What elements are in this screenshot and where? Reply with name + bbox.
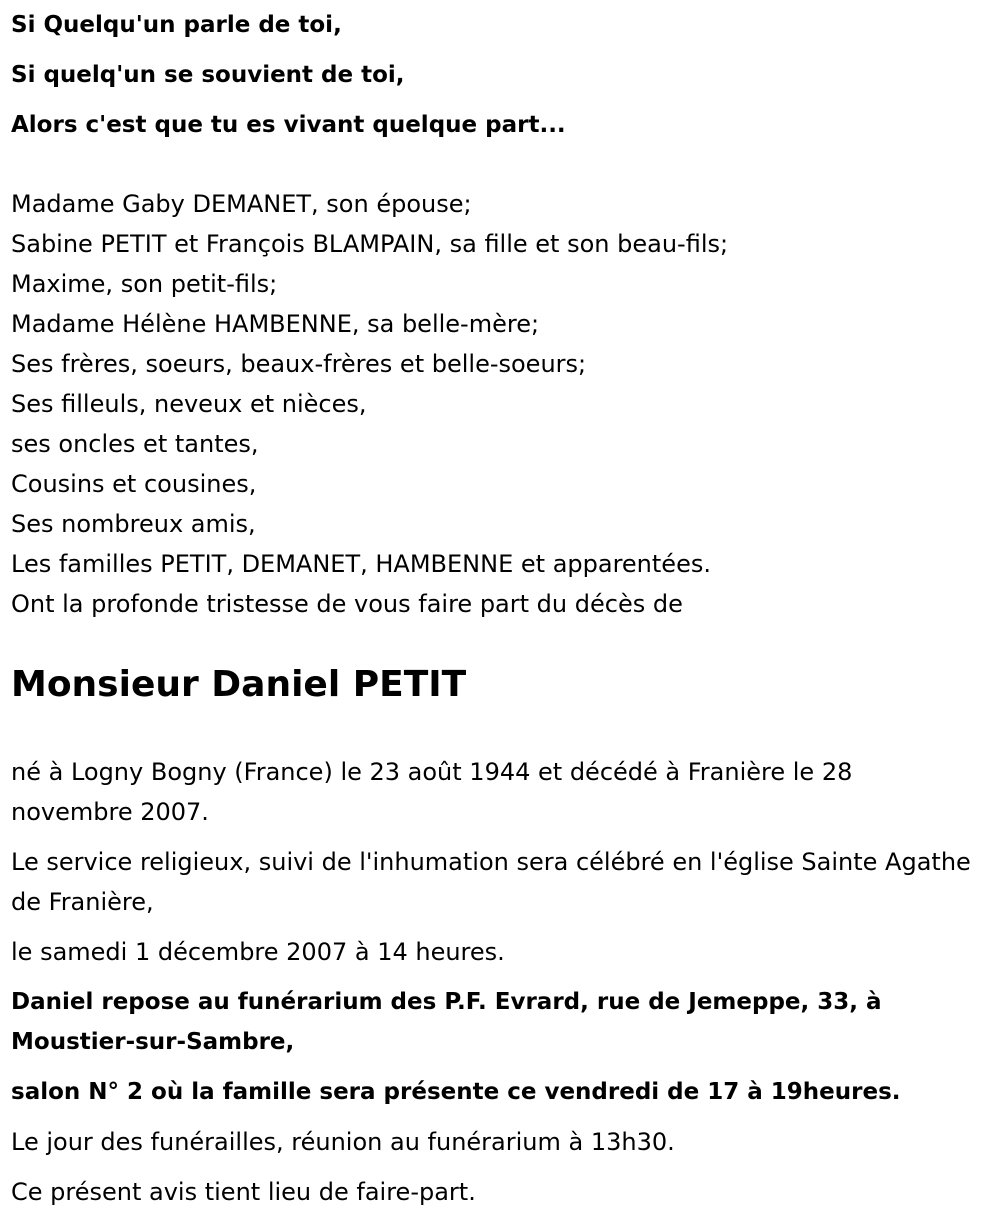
family-line: Sabine PETIT et François BLAMPAIN, sa fille et son beau-fils; <box>11 230 729 258</box>
service-date-text: le samedi 1 décembre 2007 à 14 heures. <box>11 938 505 966</box>
family-line: Ses frères, soeurs, beaux-frères et belle-soeurs; <box>11 350 587 378</box>
birth-death-text: né à Logny Bogny (France) le 23 août 1944 et décédé à Franière le 28 novembre 2007. <box>11 758 853 826</box>
poem-line-3: Alors c'est que tu es vivant quelque part... <box>11 112 566 138</box>
poem-line-1: Si Quelqu'un parle de toi, <box>11 12 342 38</box>
family-line: Madame Gaby DEMANET, son épouse; <box>11 190 472 218</box>
poem-line-2: Si quelq'un se souvient de toi, <box>11 62 405 88</box>
rest-location-text: Daniel repose au funérarium des P.F. Evrard, rue de Jemeppe, 33, à Moustier-sur-Sambre, <box>11 989 882 1055</box>
notice-text: Ce présent avis tient lieu de faire-part. <box>11 1178 476 1206</box>
family-line: Ses filleuls, neveux et nièces, <box>11 390 367 418</box>
family-line: Ses nombreux amis, <box>11 510 256 538</box>
family-line: Cousins et cousines, <box>11 470 257 498</box>
meeting-text: Le jour des funérailles, réunion au funérarium à 13h30. <box>11 1128 675 1156</box>
family-line: Maxime, son petit-fils; <box>11 270 278 298</box>
family-line: Madame Hélène HAMBENNE, sa belle-mère; <box>11 310 540 338</box>
announcement-line: Ont la profonde tristesse de vous faire part du décès de <box>11 590 683 618</box>
family-line: Les familles PETIT, DEMANET, HAMBENNE et apparentées. <box>11 550 711 578</box>
deceased-name: Monsieur Daniel PETIT <box>11 664 467 705</box>
family-line: ses oncles et tantes, <box>11 430 259 458</box>
visiting-hours-text: salon N° 2 où la famille sera présente ce vendredi de 17 à 19heures. <box>11 1079 901 1105</box>
service-text: Le service religieux, suivi de l'inhumation sera célébré en l'église Sainte Agathe de Franière, <box>11 848 971 916</box>
